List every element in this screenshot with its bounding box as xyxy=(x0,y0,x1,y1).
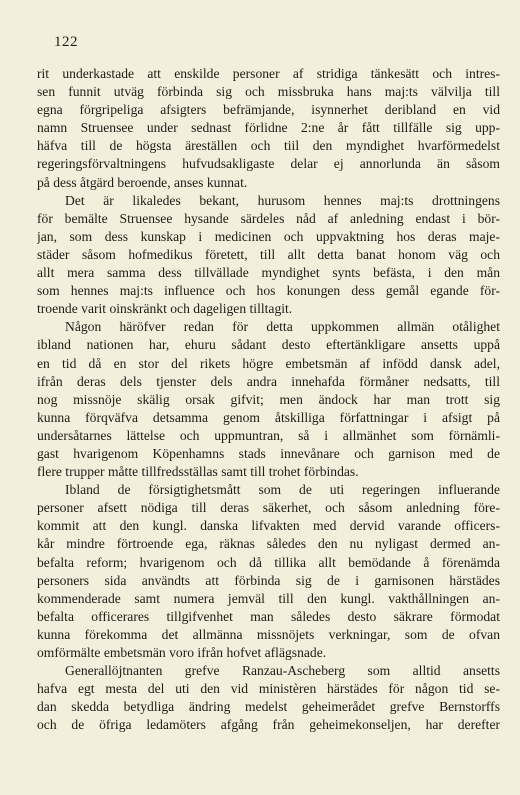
text-line: personer afsett nödiga till deras säkerhet, och såsom anledning före- xyxy=(37,500,500,516)
text-line: en tid då en stor del rikets högre embetsmän af infödd dansk adel, xyxy=(37,355,500,371)
text-line: och de öfriga ledamöters afgång från geheimekonseljen, har derefter xyxy=(37,717,500,733)
text-line: häfva till de högsta äreställen och tiil den myndighet hvarförmedelst xyxy=(37,138,500,154)
text-line: omförmälte embetsmän voro ifrån hofvet aflägsnade. xyxy=(37,645,327,660)
text-line: Någon häröfver redan för detta uppkommen allmän otålighet xyxy=(65,319,500,335)
paragraph xyxy=(37,662,500,734)
text-line: personers sida användts att förbinda sig de i garnisonen härstädes xyxy=(37,572,500,588)
text-line: sen funnit utväg förbinda sig och missbruka hans maj:ts välvilja till xyxy=(37,84,500,100)
text-line: undersåtarnes lättelse och uppmuntran, så i allmänhet som förnämli- xyxy=(37,427,500,443)
text-line: dan skedda betydliga ändring medelst geheimerådet grefve Bernstorffs xyxy=(37,699,500,715)
text-line: som hennes maj:ts influence och hos konungen dess gemål egande för- xyxy=(37,283,500,299)
text-line: på dess åtgärd beroende, anses kunnat. xyxy=(37,174,248,190)
text-line: regeringsförvaltningens hufvudsakligaste delar ej annorlunda än såsom xyxy=(37,156,500,172)
text-line: Det är likaledes bekant, hurusom hennes maj:ts drottningens xyxy=(65,192,500,208)
text-line: befalta officerares tillgifvenhet man således desto säkrare förmodat xyxy=(37,608,500,624)
text-line: Generallöjtnanten grefve Ranzau-Ascheberg som alltid ansetts xyxy=(65,663,500,679)
text-line: ibland nationen har, ehuru sådant desto eftertänkligare ansetts uppå xyxy=(37,337,500,353)
text-line: jan, som dess kunskap i medicinen och uppvaktning hos deras maje- xyxy=(37,228,500,244)
text-line: befalta reform; hvarigenom och då tillika allt bemödande å förenämda xyxy=(37,554,500,570)
text-line: flere trupper måtte tillfredsställas samt till trohet förbindas. xyxy=(37,464,359,480)
text-line: städer såsom hofmedikus företett, till allt detta banat honom väg och xyxy=(37,246,500,262)
paragraph xyxy=(37,192,500,319)
paragraph xyxy=(37,318,500,481)
text-line: kunna förekomma det allmänna missnöjets verkningar, som de ofvan xyxy=(37,626,500,642)
text-line: kommit att den kungl. danska lifvakten med dervid varande officers- xyxy=(37,518,500,534)
text-line: rit underkastade att enskilde personer af stridiga tänkesätt och intres- xyxy=(37,66,500,81)
text-line: kår mindre förtroende ega, räknas således den nu nyligast dermed an- xyxy=(37,536,500,552)
text-line: kommenderade samt numera jemväl till den kungl. vakthållningen an- xyxy=(37,590,500,606)
paragraph xyxy=(37,481,500,662)
text-line: ifrån deras dels tjenster dels andra innehafda förmåner nedsatts, till xyxy=(37,373,500,389)
text-line: för bemälte Struensee hysande särdeles nåd af anledning endast i bör- xyxy=(37,210,500,226)
text-line: egna förgripeliga afsigters befrämjande, isynnerhet deribland en vid xyxy=(37,102,500,118)
text-line: namn Struensee under sednast förlidne 2:ne år fått tillfälle sig upp- xyxy=(37,120,500,136)
text-line: allt mera samma dess tillvällade myndighet synts befästa, i den mån xyxy=(37,265,500,281)
body-text xyxy=(37,65,500,734)
text-line: nog missnöje skälig orsak gifvit; men ändock har man trott sig xyxy=(37,391,500,407)
text-line: Ibland de försigtighetsmått som de uti regeringen influerande xyxy=(65,482,500,498)
paragraph xyxy=(37,65,500,192)
page-number: 122 xyxy=(54,34,78,50)
text-line: troende varit oinskränkt och dageligen tilltagit. xyxy=(37,301,293,317)
text-line: gast hvarigenom Köpenhamns stads innevånare och garnison med de xyxy=(37,445,500,461)
text-line: kunna förqväfva detsamma genom åtskilliga författningar i afsigt på xyxy=(37,409,500,425)
text-line: hafva egt mesta del uti den vid ministèren härstädes för någon tid se- xyxy=(37,681,500,697)
